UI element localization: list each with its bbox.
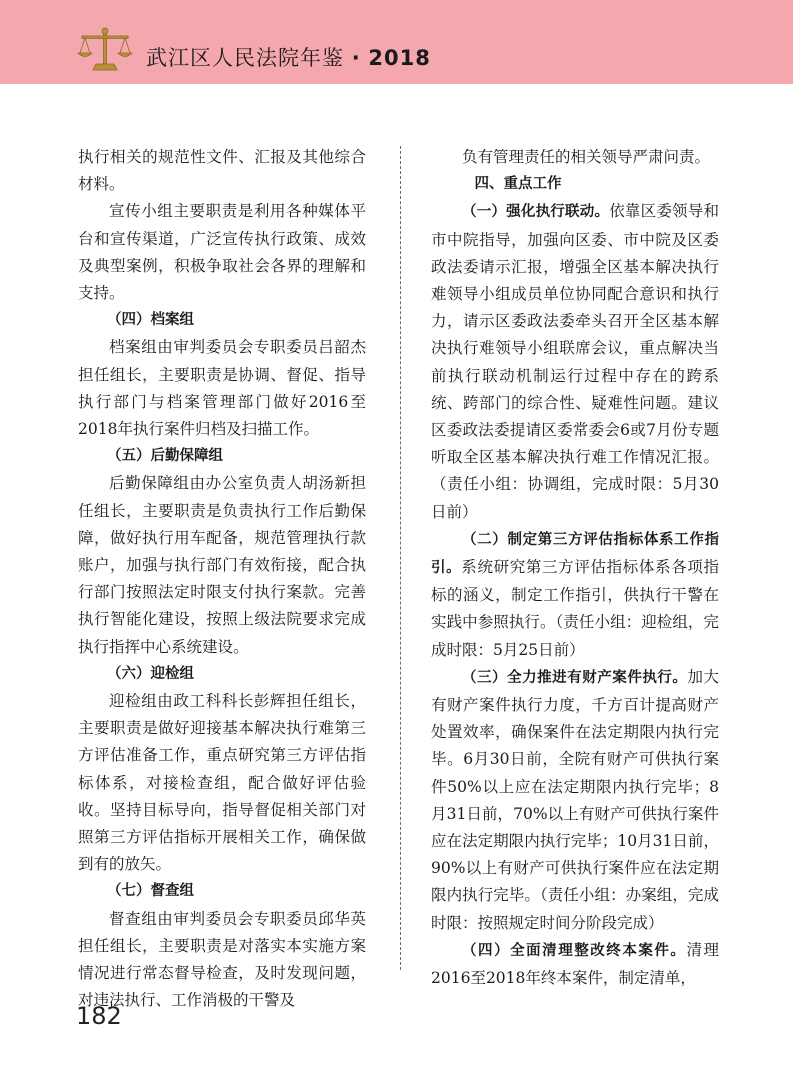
- item-body: 清理2016至2018年终本案件，制定清单，: [431, 940, 719, 988]
- paragraph: [431, 198, 719, 525]
- subheading-supervision-group: （七）督查组: [107, 883, 194, 900]
- paragraph: 档案组由审判委员会专职委员吕韶杰担任组长，主要职责是协调、督促、指导执行部门与档案管理部门做好2016至2018年执行案件归档及扫描工作。: [78, 338, 366, 439]
- item-heading: （四）全面清理整改终本案件。: [462, 942, 687, 959]
- paragraph: 宣传小组主要职责是利用各种媒体平台和宣传渠道，广泛宣传执行政策、成效及典型案例，积极争取社会各界的理解和支持。: [78, 202, 366, 303]
- scales-of-justice-icon: [76, 26, 134, 72]
- paragraph: 执行相关的规范性文件、汇报及其他综合材料。: [78, 148, 366, 194]
- item-heading: （一）强化执行联动。: [462, 204, 610, 221]
- left-column: [78, 144, 366, 1015]
- item-heading: （二）制定第三方评估指标体系工作指引。: [431, 531, 719, 577]
- paragraph: [431, 937, 719, 992]
- paragraph: [431, 526, 719, 664]
- paragraph: 督查组由审判委员会专职委员邱华英担任组长，主要职责是对落实本实施方案情况进行常态督导检查，及时发现问题，对违法执行、工作消极的干警及: [78, 909, 366, 1010]
- paragraph: 迎检组由政工科科长彭辉担任组长，主要职责是做好迎接基本解决执行难第三方评估准备工作，重点研究第三方评估指标体系，对接检查组，配合做好评估验收。坚持目标导向，指导督促相关部门对照第三方评估指标开展相关工作，确保做到有的放矢。: [78, 692, 366, 874]
- paragraph: 负有管理责任的相关领导严肃问责。: [462, 148, 711, 166]
- page-header: [0, 0, 793, 84]
- subheading-inspection-group: （六）迎检组: [107, 665, 194, 682]
- page-number: 182: [76, 1002, 122, 1030]
- paragraph: [431, 664, 719, 937]
- column-divider: [400, 146, 401, 970]
- yearbook-title: [146, 42, 431, 72]
- yearbook-year: 2018: [368, 46, 431, 70]
- subheading-archives-group: （四）档案组: [107, 312, 194, 329]
- right-column: [431, 144, 719, 992]
- item-body: 系统研究第三方评估指标体系各项指标的涵义，制定工作指引，供执行干警在实践中参照执行。（责任小组：迎检组，完成时限：5月25日前）: [431, 558, 719, 659]
- title-dot: ·: [351, 46, 361, 70]
- item-heading: （三）全力推进有财产案件执行。: [462, 669, 688, 686]
- paragraph: 后勤保障组由办公室负责人胡汤新担任组长，主要职责是负责执行工作后勤保障，做好执行用车配备，规范管理执行款账户，加强与执行部门有效衔接，配合执行部门按照法定时限支付执行案款。完善执行智能化建设，按照上级法院要求完成执行指挥中心系统建设。: [78, 474, 366, 656]
- yearbook-name: 武江区人民法院年鉴: [146, 46, 344, 70]
- item-body: 依靠区委领导和市中院指导，加强向区委、市中院及区委政法委请示汇报，增强全区基本解决执行难领导小组成员单位协同配合意识和执行力，请示区委政法委牵头召开全区基本解决执行难领导小组联席会议，重点解决当前执行联动机制运行过程中存在的跨系统、跨部门的综合性、疑难性问题。建议区委政法委提请区委常委会6或7月份专题听取全区基本解决执行难工作情况汇报。（责任小组：协调组，完成时限：5月30日前）: [431, 202, 719, 521]
- subheading-logistics-group: （五）后勤保障组: [107, 448, 223, 465]
- section-heading-key-work: 四、重点工作: [474, 176, 562, 193]
- item-body: 加大有财产案件执行力度，千方百计提高财产处置效率，确保案件在法定期限内执行完毕。6月30日前，全院有财产可供执行案件50%以上应在法定期限内执行完毕；8月31日前，70%以上有财产可供执行案件应在法定期限内执行完毕；10月31日前，90%以上有财产可供执行案件应在法定期限内执行完毕。（责任小组：办案组，完成时限：按照规定时间分阶段完成）: [431, 667, 719, 932]
